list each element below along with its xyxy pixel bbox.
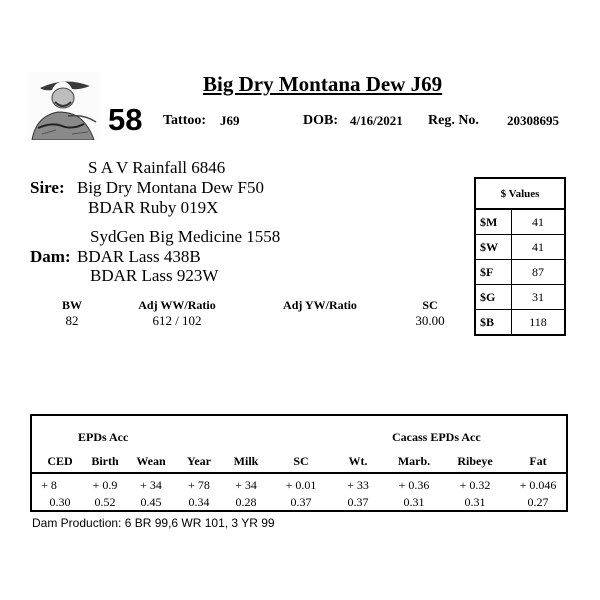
dollar-value-number: 87 — [532, 264, 544, 279]
carcass-epd-group-label: Cacass EPDs Acc — [392, 430, 481, 444]
epd-value-fat: + 0.046 — [519, 478, 557, 492]
epd-col-fat: Fat — [529, 454, 547, 468]
perf-header-adj-yw: Adj YW/Ratio — [283, 298, 357, 312]
reg-value: 20308695 — [507, 113, 559, 128]
dam-label: Dam: — [30, 247, 71, 266]
perf-value-bw: 82 — [65, 313, 79, 328]
dob-value: 4/16/2021 — [350, 113, 403, 128]
tattoo-value: J69 — [220, 113, 240, 128]
dam-sire-name: SydGen Big Medicine 1558 — [90, 227, 281, 246]
epd-col-milk: Milk — [233, 454, 259, 468]
epd-value-ribeye: + 0.32 — [459, 478, 491, 492]
sire-name: Big Dry Montana Dew F50 — [77, 178, 264, 197]
reg-label: Reg. No. — [428, 113, 479, 128]
sire-dam-name: BDAR Ruby 019X — [88, 198, 219, 217]
epd-value-marb: + 0.36 — [398, 478, 430, 492]
sire-label: Sire: — [30, 178, 65, 197]
epd-value-wt: + 33 — [347, 478, 369, 492]
epd-col-ced: CED — [47, 454, 73, 468]
perf-header-bw: BW — [61, 298, 82, 312]
epd-table — [30, 414, 568, 512]
epd-col-wt: Wt. — [348, 454, 368, 468]
dollar-value-number: 31 — [532, 289, 544, 304]
epd-value-year: + 78 — [188, 478, 210, 492]
perf-header-adj-ww: Adj WW/Ratio — [138, 298, 216, 312]
dam-dam-name: BDAR Lass 923W — [90, 266, 219, 285]
dollar-value-key: $W — [476, 235, 512, 259]
epd-value-sc: + 0.01 — [285, 478, 317, 492]
dollar-values-title: $ Values — [476, 179, 564, 210]
epd-acc-sc: 0.37 — [290, 495, 312, 509]
epd-acc-milk: 0.28 — [235, 495, 257, 509]
epd-acc-marb: 0.31 — [403, 495, 425, 509]
epd-acc-fat: 0.27 — [527, 495, 549, 509]
epd-acc-wt: 0.37 — [347, 495, 369, 509]
epd-acc-ribeye: 0.31 — [464, 495, 486, 509]
epd-col-birth: Birth — [91, 454, 119, 468]
tattoo-label: Tattoo: — [163, 113, 207, 128]
dollar-value-number: 41 — [532, 239, 544, 254]
epd-col-ribeye: Ribeye — [457, 454, 493, 468]
dollar-value-row — [476, 260, 564, 285]
epd-acc-year: 0.34 — [188, 495, 210, 509]
perf-value-sc: 30.00 — [415, 313, 445, 328]
epd-col-sc: SC — [293, 454, 309, 468]
epd-value-birth: + 0.9 — [92, 478, 118, 492]
dollar-value-row — [476, 235, 564, 260]
dollar-value-key: $M — [476, 210, 512, 234]
dob-label: DOB: — [303, 113, 338, 128]
perf-value-adj-ww: 612 / 102 — [152, 313, 202, 328]
dollar-value-key: $B — [476, 310, 512, 334]
epd-group-label: EPDs Acc — [78, 430, 129, 444]
epd-value-milk: + 34 — [235, 478, 257, 492]
epd-acc-birth: 0.52 — [94, 495, 116, 509]
epd-acc-wean: 0.45 — [140, 495, 162, 509]
epd-acc-ced: 0.30 — [49, 495, 71, 509]
animal-name-title: Big Dry Montana Dew J69 — [203, 72, 443, 96]
epd-col-marb: Marb. — [397, 454, 431, 468]
dam-production-text: Dam Production: 6 BR 99,6 WR 101, 3 YR 99 — [32, 516, 275, 530]
epd-col-year: Year — [187, 454, 211, 468]
perf-header-sc: SC — [422, 298, 438, 312]
dollar-value-key: $F — [476, 260, 512, 284]
dollar-value-row — [476, 210, 564, 235]
dollar-value-number: 41 — [532, 214, 544, 229]
dam-name: BDAR Lass 438B — [77, 247, 201, 266]
epd-value-wean: + 34 — [140, 478, 162, 492]
lot-number: 58 — [108, 102, 143, 137]
dollar-values-table — [474, 177, 566, 336]
sire-sire-name: S A V Rainfall 6846 — [88, 158, 226, 177]
dollar-value-number: 118 — [529, 314, 547, 329]
epd-col-wean: Wean — [136, 454, 166, 468]
dollar-value-row — [476, 285, 564, 310]
dollar-value-key: $G — [476, 285, 512, 309]
dollar-value-row — [476, 310, 564, 334]
epd-value-ced: + 8 — [41, 478, 57, 492]
cowboy-sketch-image — [28, 72, 100, 140]
